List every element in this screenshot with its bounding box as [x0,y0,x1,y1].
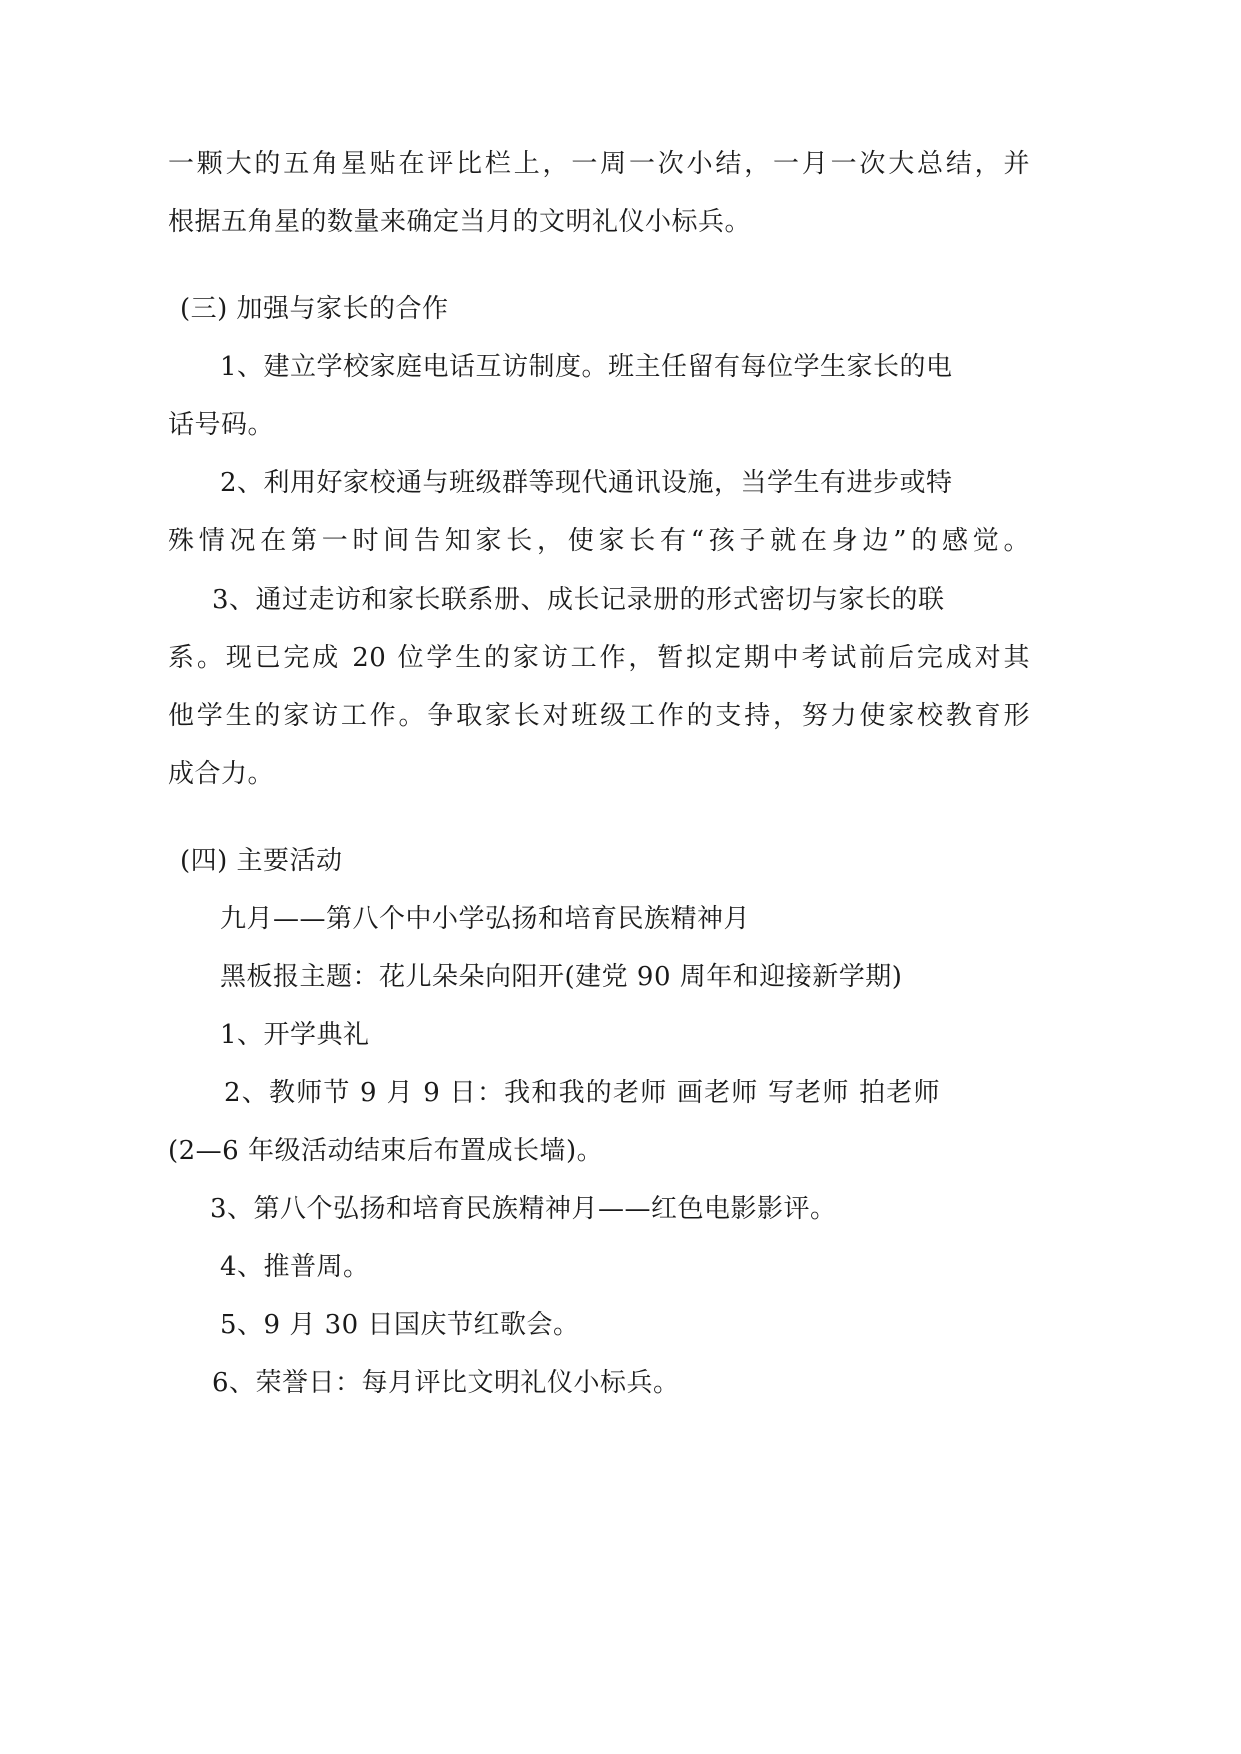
activity-item: 6、荣誉日：每月评比文明礼仪小标兵。 [212,1368,680,1398]
list-item: 3、通过走访和家长联系册、成长记录册的形式密切与家长的联 [212,585,945,615]
list-item-continuation: 系。现已完成 20 位学生的家访工作，暂拟定期中考试前后完成对其 [168,643,1030,673]
list-item: 2、利用好家校通与班级群等现代通讯设施，当学生有进步或特 [220,468,953,498]
blackboard-theme: 黑板报主题：花儿朵朵向阳开(建党 90 周年和迎接新学期) [220,962,903,992]
activity-item: 3、第八个弘扬和培育民族精神月——红色电影影评。 [210,1194,837,1224]
list-item-continuation: 话号码。 [168,410,275,440]
section-heading: (三) 加强与家长的合作 [180,294,449,324]
activity-item-continuation: (2—6 年级活动结束后布置成长墙)。 [168,1136,604,1166]
month-theme: 九月——第八个中小学弘扬和培育民族精神月 [220,904,751,934]
paragraph-line: 一颗大的五角星贴在评比栏上，一周一次小结，一月一次大总结，并 [168,149,1030,179]
activity-item: 2、教师节 9 月 9 日：我和我的老师 画老师 写老师 拍老师 [224,1078,940,1108]
list-item: 1、建立学校家庭电话互访制度。班主任留有每位学生家长的电 [220,352,953,382]
activity-item: 1、开学典礼 [220,1020,370,1050]
list-item-continuation: 他学生的家访工作。争取家长对班级工作的支持，努力使家校教育形 [168,701,1030,731]
section-heading: (四) 主要活动 [180,846,343,876]
list-item-continuation: 殊情况在第一时间告知家长，使家长有“孩子就在身边”的感觉。 [168,526,1030,556]
activity-item: 5、9 月 30 日国庆节红歌会。 [220,1310,580,1340]
activity-item: 4、推普周。 [220,1252,370,1282]
paragraph-line: 根据五角星的数量来确定当月的文明礼仪小标兵。 [168,207,752,237]
list-item-continuation: 成合力。 [168,759,275,789]
